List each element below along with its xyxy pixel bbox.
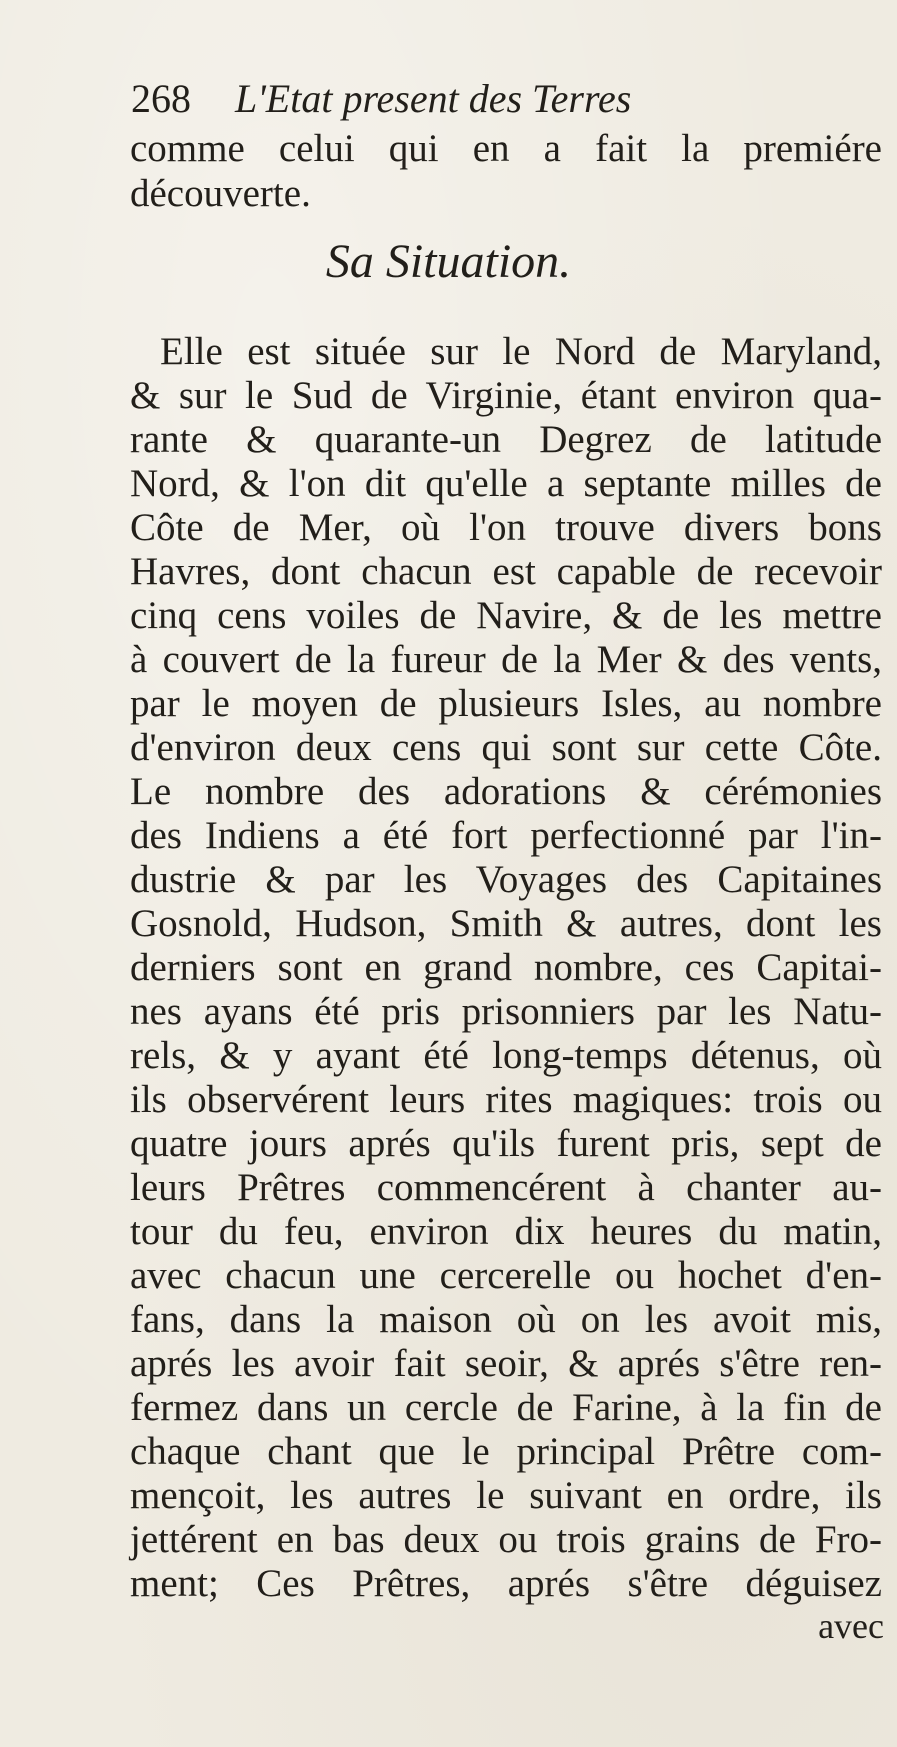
body-line: cinq cens voiles de Navire, & de les mettre xyxy=(130,594,882,637)
body-line: ils observérent leurs rites magiques: trois ou xyxy=(130,1078,882,1121)
intro-line: comme celui qui en a fait la premiére xyxy=(130,127,882,170)
body-line: dustrie & par les Voyages des Capitaines xyxy=(130,858,882,901)
body-line: & sur le Sud de Virginie, étant environ qua- xyxy=(130,374,882,417)
body-line: d'environ deux cens qui sont sur cette Côte. xyxy=(130,726,882,769)
body-line: aprés les avoir fait seoir, & aprés s'être ren- xyxy=(130,1342,882,1385)
page-number: 268 xyxy=(131,76,191,121)
body-line: jettérent en bas deux ou trois grains de Fro- xyxy=(130,1518,882,1561)
body-line: mençoit, les autres le suivant en ordre, ils xyxy=(130,1474,882,1517)
body-line: leurs Prêtres commencérent à chanter au- xyxy=(130,1166,882,1209)
section-heading: Sa Situation. xyxy=(325,235,572,288)
body-line: quatre jours aprés qu'ils furent pris, sept de xyxy=(130,1122,882,1165)
body-line: Côte de Mer, où l'on trouve divers bons xyxy=(130,506,882,549)
body-line: ment; Ces Prêtres, aprés s'être déguisez xyxy=(130,1562,882,1605)
body-line: Le nombre des adorations & cérémonies xyxy=(130,770,882,813)
running-title: L'Etat present des Terres xyxy=(235,76,632,121)
intro-line: découverte. xyxy=(130,172,311,215)
body-line: rels, & y ayant été long-temps détenus, où xyxy=(130,1034,882,1077)
body-line: tour du feu, environ dix heures du matin, xyxy=(130,1210,882,1253)
body-line: avec chacun une cercerelle ou hochet d'en- xyxy=(130,1254,882,1297)
body-line: chaque chant que le principal Prêtre com- xyxy=(130,1430,882,1473)
body-line: Elle est située sur le Nord de Maryland, xyxy=(160,330,882,373)
body-line: Havres, dont chacun est capable de recevoir xyxy=(130,550,882,593)
body-line: rante & quarante-un Degrez de latitude xyxy=(130,418,882,461)
body-line: à couvert de la fureur de la Mer & des vents, xyxy=(130,638,882,681)
body-line: des Indiens a été fort perfectionné par l'in- xyxy=(130,814,882,857)
body-line: fermez dans un cercle de Farine, à la fin de xyxy=(130,1386,882,1429)
body-line: par le moyen de plusieurs Isles, au nombre xyxy=(130,682,882,725)
body-line: Gosnold, Hudson, Smith & autres, dont les xyxy=(130,902,882,945)
body-line: derniers sont en grand nombre, ces Capitai- xyxy=(130,946,882,989)
running-header xyxy=(131,74,871,124)
body-line: nes ayans été pris prisonniers par les Natu- xyxy=(130,990,882,1033)
body-line: Nord, & l'on dit qu'elle a septante milles de xyxy=(130,462,882,505)
catchword: avec xyxy=(818,1606,884,1646)
body-line: fans, dans la maison où on les avoit mis, xyxy=(130,1298,882,1341)
